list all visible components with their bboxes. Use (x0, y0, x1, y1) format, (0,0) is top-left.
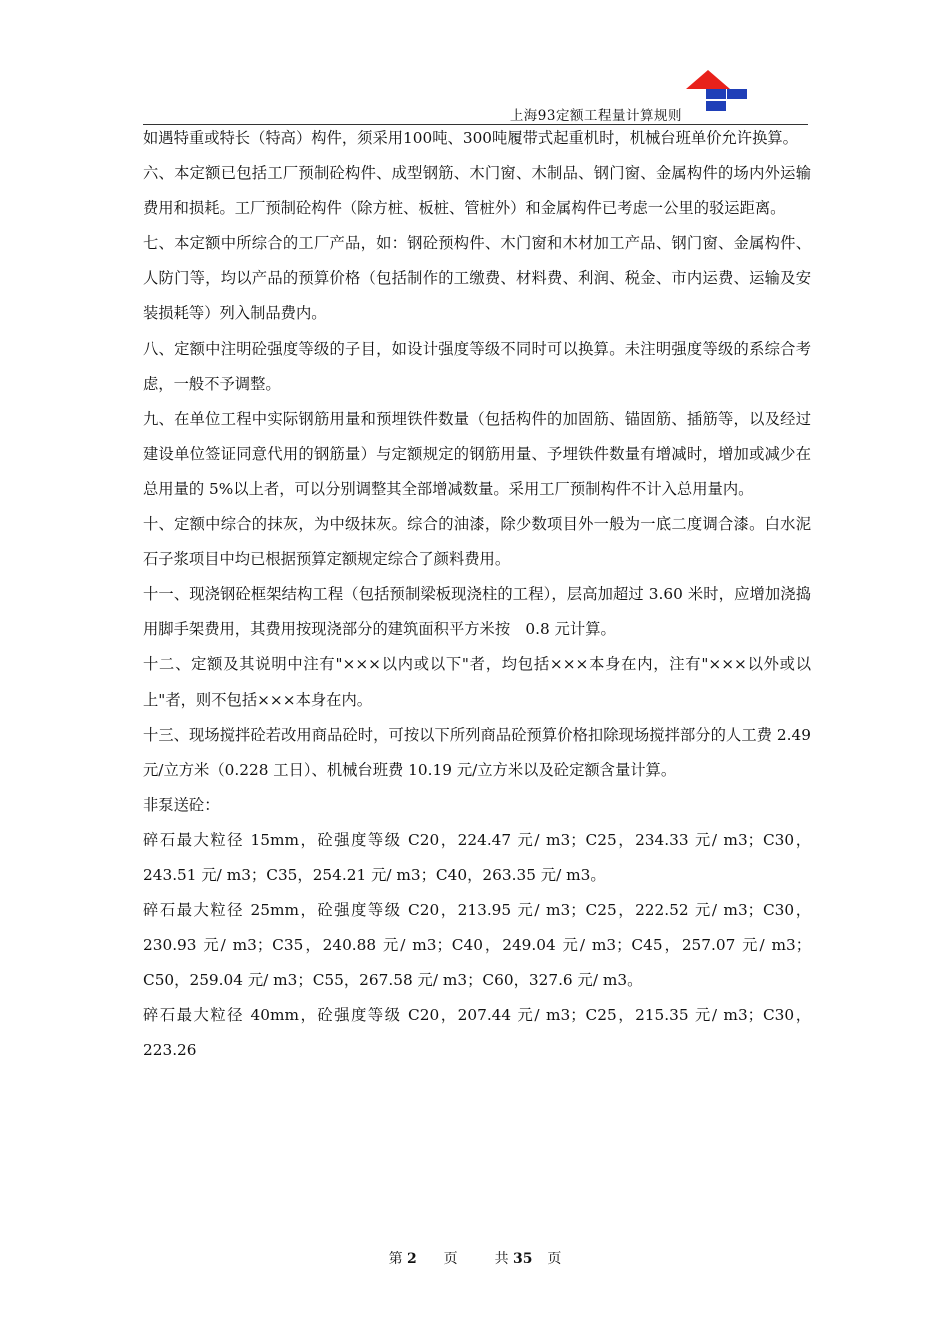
header-title: 上海93定额工程量计算规则 (509, 108, 682, 124)
logo-block (706, 101, 726, 111)
logo-block (727, 89, 747, 99)
paragraph: 十二、定额及其说明中注有"×××以内或以下"者，均包括×××本身在内，注有"×××以外或以上"者，则不包括×××本身在内。 (143, 655, 811, 709)
paragraph: 七、本定额中所综合的工厂产品，如：钢砼预构件、木门窗和木材加工产品、钢门窗、金属构件、人防门等，均以产品的预算价格（包括制作的工缴费、材料费、利润、税金、市内运费、运输及安装损耗等）列入制品费内。 (143, 234, 811, 323)
paragraph: 十一、现浇钢砼框架结构工程（包括预制梁板现浇柱的工程），层高加超过 3.60 米时，应增加浇捣用脚手架费用，其费用按现浇部分的建筑面积平方米按 0.8 元计算。 (143, 585, 811, 639)
paragraph: 非泵送砼： (143, 795, 220, 814)
paragraph: 九、在单位工程中实际钢筋用量和预埋铁件数量（包括构件的加固筋、锚固筋、插筋等，以及经过建设单位签证同意代用的钢筋量）与定额规定的钢筋用量、予埋铁件数量有增减时，增加或减少在总用量的 5%以上者，可以分别调整其全部增减数量。采用工厂预制构件不计入总用量内。 (143, 409, 811, 498)
document-body (143, 121, 811, 1069)
page-number: 2 (407, 1251, 417, 1267)
company-logo-icon (684, 68, 748, 114)
logo-block (706, 89, 726, 99)
paragraph: 如遇特重或特长（特高）构件，须采用100吨、300吨履带式起重机时，机械台班单价允许换算。 (143, 129, 798, 147)
paragraph: 六、本定额已包括工厂预制砼构件、成型钢筋、木门窗、木制品、钢门窗、金属构件的场内外运输费用和损耗。工厂预制砼构件（除方桩、板桩、管桩外）和金属构件已考虑一公里的驳运距离。 (143, 164, 811, 218)
total-prefix: 共 (494, 1251, 509, 1267)
paragraph: 十三、现场搅拌砼若改用商品砼时，可按以下所列商品砼预算价格扣除现场搅拌部分的人工费 2.49 元/立方米（0.228 工日）、机械台班费 10.19 元/立方米以及砼定额含量计算。 (143, 725, 811, 779)
paragraph: 碎石最大粒径 40mm，砼强度等级 C20，207.44 元/ m3；C25，215.35 元/ m3；C30，223.26 (143, 1006, 811, 1060)
logo-roof (686, 70, 730, 89)
paragraph: 碎石最大粒径 15mm，砼强度等级 C20，224.47 元/ m3；C25，234.33 元/ m3；C30，243.51 元/ m3；C35，254.21 元/ m3；C40，263.35 元/ m3。 (143, 830, 811, 884)
paragraph: 十、定额中综合的抹灰，为中级抹灰。综合的油漆，除少数项目外一般为一底二度调合漆。白水泥石子浆项目中均已根据预算定额规定综合了颜料费用。 (143, 515, 811, 569)
paragraph: 碎石最大粒径 25mm，砼强度等级 C20，213.95 元/ m3；C25，222.52 元/ m3；C30，230.93 元/ m3；C35，240.88 元/ m3；C40，249.04 元/ m3；C45，257.07 元/ m3；C50，259.04 元/ m3；C55，267.58 元/ m3；C60，327.6 元/ m3。 (143, 901, 811, 990)
paragraph: 八、定额中注明砼强度等级的子目，如设计强度等级不同时可以换算。未注明强度等级的系综合考虑，一般不予调整。 (143, 339, 811, 393)
page-prefix: 第 (388, 1251, 403, 1267)
page-footer (0, 1248, 950, 1268)
page-header (143, 68, 808, 124)
total-suffix: 页 (547, 1251, 562, 1267)
page-suffix: 页 (443, 1251, 458, 1267)
total-pages: 35 (513, 1251, 533, 1267)
